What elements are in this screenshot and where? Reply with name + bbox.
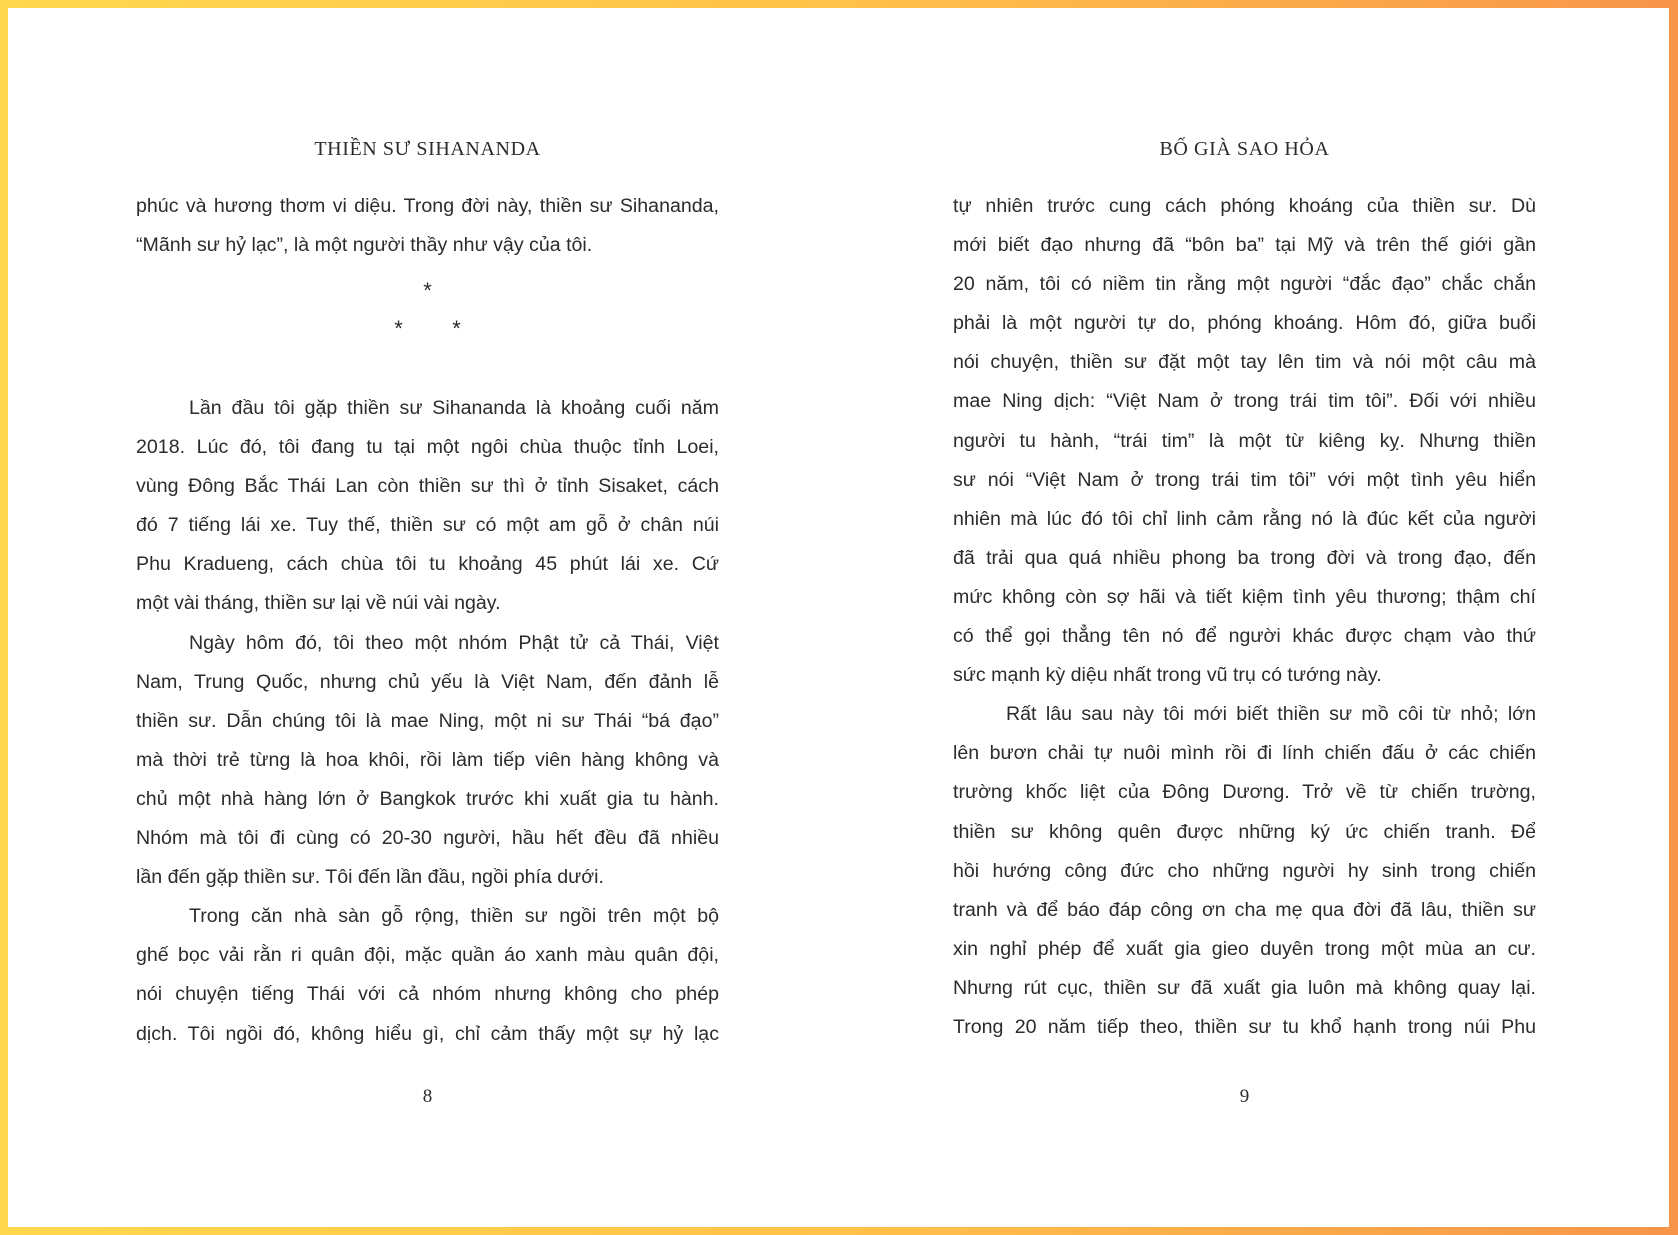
text-line: Trong căn nhà sàn gỗ rộng, thiền sư ngồi trên một bộ <box>189 905 719 928</box>
text-line: chủ một nhà hàng lớn ở Bangkok trước khi xuất gia tu hành. <box>136 787 719 810</box>
text-line: hồi hướng công đức cho những người hy sinh trong chiến <box>953 859 1536 882</box>
text-line: nói chuyện, thiền sư đặt một tay lên tim và nói một câu mà <box>953 351 1536 374</box>
asterisk: * <box>452 316 461 341</box>
running-head: THIỀN SƯ SIHANANDA <box>314 138 541 160</box>
text-line: mà thời trẻ từng là hoa khôi, rồi làm tiếp viên hàng không và <box>136 748 719 771</box>
page-number: 9 <box>1239 1086 1250 1107</box>
text-line: 2018. Lúc đó, tôi đang tu tại một ngôi chùa thuộc tỉnh Loei, <box>136 436 719 459</box>
text-line: mae Ning dịch: “Việt Nam ở trong trái tim tôi”. Đối với nhiều <box>953 390 1536 413</box>
left-page <box>136 8 719 1227</box>
text-line: Nhưng rút cục, thiền sư đã xuất gia luôn mà không quay lại. <box>953 976 1536 999</box>
text-line: Nhóm mà tôi đi cùng có 20-30 người, hầu hết đều đã nhiều <box>136 827 719 850</box>
page-number: 8 <box>422 1086 433 1107</box>
text-line: nói chuyện tiếng Thái với cả nhóm nhưng không cho phép <box>136 983 719 1006</box>
text-block <box>136 187 719 265</box>
text-line: mức không còn sợ hãi và tiết kiệm tình yêu thương; thậm chí <box>953 585 1536 608</box>
text-line: thiền sư không quên được những ký ức chiến tranh. Để <box>953 820 1536 843</box>
text-line: vùng Đông Bắc Thái Lan còn thiền sư thì ở tỉnh Sisaket, cách <box>136 475 719 498</box>
text-line: dịch. Tôi ngồi đó, không hiểu gì, chỉ cảm thấy một sự hỷ lạc <box>136 1022 719 1045</box>
text-line: tranh và để báo đáp công ơn cha mẹ qua đời đã lâu, thiền sư <box>953 898 1536 921</box>
text-line: lần đến gặp thiền sư. Tôi đến lần đầu, ngồi phía dưới. <box>136 866 604 889</box>
text-line: xin nghỉ phép để xuất gia gieo duyên trong một mùa an cư. <box>953 937 1536 960</box>
text-line: phúc và hương thơm vi diệu. Trong đời này, thiền sư Sihananda, <box>136 195 719 217</box>
text-line: thiền sư. Dẫn chúng tôi là mae Ning, một ni sư Thái “bá đạo” <box>136 709 719 732</box>
text-block <box>136 389 719 1054</box>
text-line: phải là một người tự do, phóng khoáng. Hôm đó, giữa buổi <box>953 312 1536 335</box>
text-line: một vài tháng, thiền sư lại về núi vài ngày. <box>136 592 501 615</box>
text-line: tự nhiên trước cung cách phóng khoáng của thiền sư. Dù <box>953 195 1536 217</box>
asterisk: * <box>423 278 432 303</box>
text-line: đó 7 tiếng lái xe. Tuy thế, thiền sư có một am gỗ ở chân núi <box>136 514 719 537</box>
text-line: ghế bọc vải rằn ri quân đội, mặc quần áo xanh màu quân đội, <box>136 944 719 967</box>
running-head: BỐ GIÀ SAO HỎA <box>1159 138 1330 160</box>
text-line: sư nói “Việt Nam ở trong trái tim tôi” với một tình yêu hiển <box>953 468 1536 491</box>
asterisk: * <box>394 316 403 341</box>
text-line: đã trải qua quá nhiều phong ba trong đời và trong đạo, đến <box>953 546 1536 569</box>
text-line: Nam, Trung Quốc, nhưng chủ yếu là Việt Nam, đến đảnh lễ <box>136 670 719 693</box>
text-line: Phu Kradueng, cách chùa tôi tu khoảng 45 phút lái xe. Cứ <box>136 553 719 576</box>
scene-break <box>136 278 719 358</box>
text-line: “Mãnh sư hỷ lạc”, là một người thầy như vậy của tôi. <box>136 234 593 257</box>
text-line: Trong 20 năm tiếp theo, thiền sư tu khổ hạnh trong núi Phu <box>953 1015 1536 1038</box>
text-line: mới biết đạo nhưng đã “bôn ba” tại Mỹ và trên thế giới gần <box>953 234 1536 257</box>
text-line: lên bươn chải tự nuôi mình rồi đi lính chiến đấu ở các chiến <box>953 742 1536 765</box>
book-spread <box>8 8 1669 1227</box>
right-page <box>953 8 1536 1227</box>
text-line: trường khốc liệt của Đông Dương. Trở về từ chiến trường, <box>953 781 1536 804</box>
text-line: có thể gọi thẳng tên nó để người khác được chạm vào thứ <box>953 625 1536 648</box>
text-line: nhiên mà lúc đó tôi chỉ linh cảm rằng nó là đúc kết của người <box>953 507 1536 530</box>
text-line: sức mạnh kỳ diệu nhất trong vũ trụ có tướng này. <box>953 664 1382 687</box>
text-line: 20 năm, tôi có niềm tin rằng một người “đắc đạo” chắc chắn <box>953 273 1536 296</box>
text-line: người tu hành, “trái tim” là một từ kiêng kỵ. Nhưng thiền <box>953 429 1536 452</box>
text-line: Ngày hôm đó, tôi theo một nhóm Phật tử cả Thái, Việt <box>189 631 719 654</box>
text-block <box>953 187 1536 1047</box>
text-line: Rất lâu sau này tôi mới biết thiền sư mồ côi từ nhỏ; lớn <box>1006 703 1536 726</box>
text-line: Lần đầu tôi gặp thiền sư Sihananda là khoảng cuối năm <box>189 397 719 419</box>
